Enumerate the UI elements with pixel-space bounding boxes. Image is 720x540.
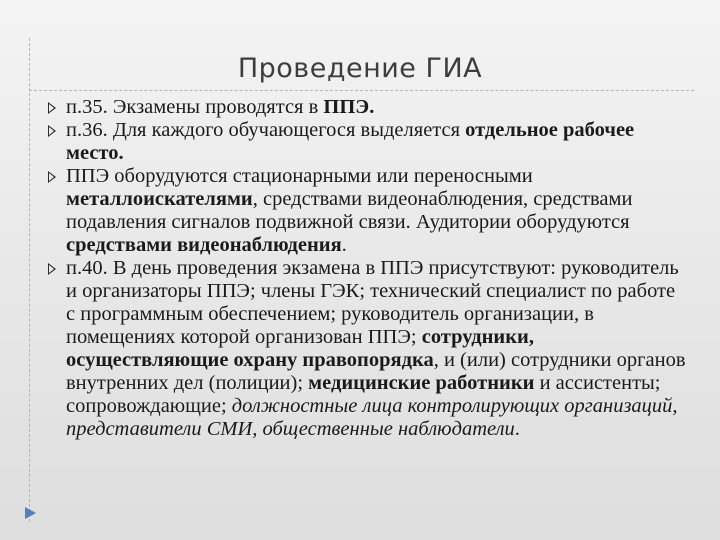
arrow-bullet-icon (48, 102, 56, 114)
arrow-bullet-icon (48, 263, 56, 275)
bullet-text: ППЭ оборудуются стационарными или переносными (66, 165, 533, 187)
corner-arrow-icon (23, 506, 37, 520)
left-dashed-rule (29, 38, 30, 522)
bullet-bold-text: средствами видеонаблюдения (66, 234, 342, 256)
bullet-italic-text: должностные лица контролирующих организаций, представители СМИ, общественные наблюдатели (66, 395, 678, 440)
bullet-text: и ассистенты; сопровождающие; (66, 372, 661, 417)
bullet-text: , средствами видеонаблюдения, средствами подавления сигналов подвижной связи. Аудитории оборудуются (66, 188, 633, 233)
bullet-bold-text: сотрудники, осуществляющие охрану правопорядка (66, 326, 534, 371)
bullet-item-workplace (46, 119, 686, 165)
title-dashed-rule (29, 90, 694, 91)
bullet-text: , и (или) сотрудники органов внутренних дел (полиции); (66, 349, 686, 394)
bullet-item-attendees (46, 257, 686, 441)
bullet-text: п.40. В день проведения экзамена в ППЭ присутствуют: руководитель и организаторы ППЭ; члены ГЭК; технический специалист по работе с программным обеспечением; руководитель организации, в помещениях которой организован ППЭ; (66, 257, 679, 348)
bullet-item-equipment (46, 165, 686, 257)
bullet-bold-text: медицинские работники (308, 372, 535, 394)
bullet-text: п.36. Для каждого обучающегося выделяется (66, 119, 466, 141)
bullet-item-ppe (46, 96, 686, 119)
bullet-bold-text: ППЭ. (323, 96, 375, 118)
bullet-list (46, 96, 686, 441)
arrow-bullet-icon (48, 125, 56, 137)
arrow-bullet-icon (48, 171, 56, 183)
slide-title: Проведение ГИА (237, 53, 483, 84)
bullet-bold-text: отдельное рабочее место. (66, 119, 635, 164)
bullet-text: . (514, 418, 520, 440)
bullet-text: п.35. Экзамены проводятся в (66, 96, 324, 118)
bullet-bold-text: металлоискателями (66, 188, 253, 210)
bullet-text: . (341, 234, 347, 256)
